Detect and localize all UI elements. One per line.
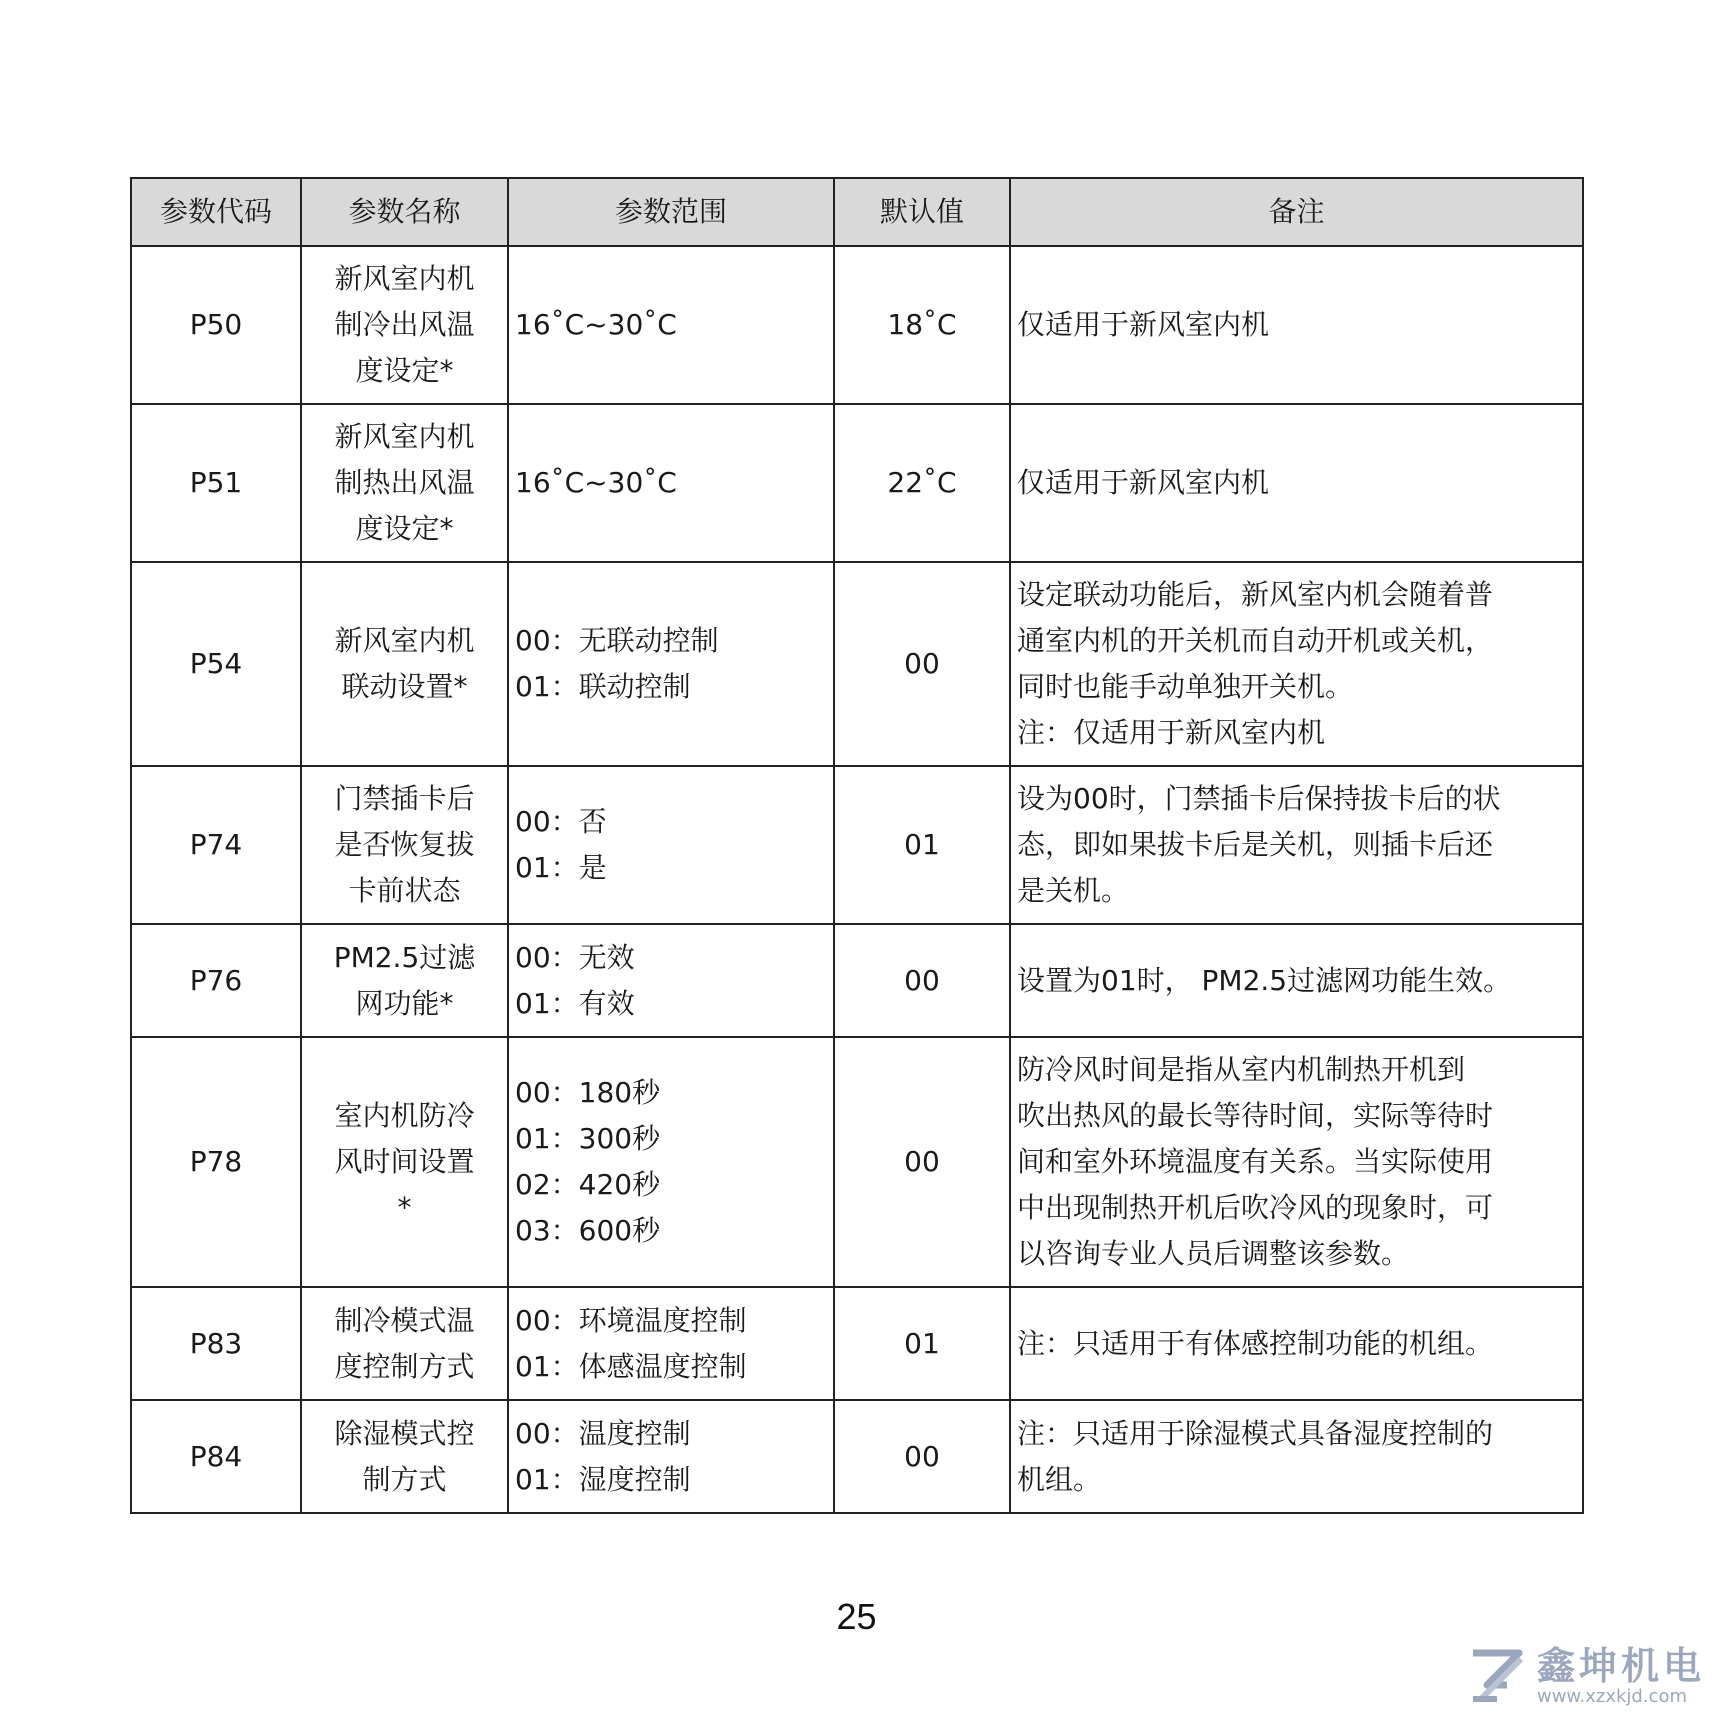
param-note-line: 设为00时，门禁插卡后保持拔卡后的状 xyxy=(1017,782,1501,815)
param-name-line: 制冷模式温 xyxy=(334,1303,475,1337)
param-range xyxy=(508,404,834,562)
param-note-line: 设定联动功能后，新风室内机会随着普 xyxy=(1017,578,1494,611)
watermark xyxy=(1467,1645,1705,1707)
table-row xyxy=(131,1037,1583,1287)
param-name xyxy=(301,246,508,404)
param-range xyxy=(508,1287,834,1400)
table-row xyxy=(131,924,1583,1037)
param-range-line: 00：无联动控制 xyxy=(515,624,719,657)
param-range-line: 00：180秒 xyxy=(515,1076,661,1109)
table-row xyxy=(131,404,1583,562)
param-code: P78 xyxy=(131,1037,301,1287)
param-range xyxy=(508,562,834,766)
zx-logo-icon xyxy=(1467,1645,1529,1707)
param-note-line: 注：只适用于除湿模式具备湿度控制的 xyxy=(1017,1416,1494,1450)
param-range-line: 01：有效 xyxy=(515,986,635,1020)
param-range-line: 16˚C~30˚C xyxy=(515,466,677,499)
param-name-line: 是否恢复拔 xyxy=(334,828,475,861)
param-code: P50 xyxy=(131,246,301,404)
param-name xyxy=(301,1400,508,1513)
param-range-line: 02：420秒 xyxy=(515,1168,661,1201)
param-range xyxy=(508,246,834,404)
param-code: P51 xyxy=(131,404,301,562)
param-code: P83 xyxy=(131,1287,301,1400)
param-range-line: 00：温度控制 xyxy=(515,1416,691,1450)
watermark-text xyxy=(1537,1645,1705,1707)
param-note-line: 仅适用于新风室内机 xyxy=(1017,466,1270,499)
param-default: 00 xyxy=(834,1037,1010,1287)
param-note xyxy=(1010,1037,1583,1287)
param-name-line: PM2.5过滤 xyxy=(333,940,476,974)
param-name-line: 联动设置* xyxy=(341,670,468,703)
param-default: 01 xyxy=(834,766,1010,924)
param-name-line: 制冷出风温 xyxy=(334,308,475,341)
param-name-line: 制方式 xyxy=(362,1462,447,1496)
param-name xyxy=(301,1287,508,1400)
param-name-line: 风时间设置 xyxy=(334,1145,475,1178)
param-name-line: 网功能* xyxy=(355,986,454,1020)
param-default: 22˚C xyxy=(834,404,1010,562)
param-code: P84 xyxy=(131,1400,301,1513)
table-row xyxy=(131,562,1583,766)
param-note xyxy=(1010,924,1583,1037)
param-range-line: 01：体感温度控制 xyxy=(515,1349,747,1383)
param-range-line: 01：联动控制 xyxy=(515,670,691,703)
param-note-line: 机组。 xyxy=(1017,1462,1102,1496)
table-row xyxy=(131,1287,1583,1400)
parameter-table xyxy=(130,177,1584,1514)
param-range-line: 01：是 xyxy=(515,851,607,884)
param-name-line: 度控制方式 xyxy=(334,1349,475,1383)
param-name xyxy=(301,404,508,562)
table-header-row xyxy=(131,178,1583,246)
param-range xyxy=(508,1400,834,1513)
param-code: P74 xyxy=(131,766,301,924)
param-note-line: 注：只适用于有体感控制功能的机组。 xyxy=(1017,1326,1494,1360)
header-default: 默认值 xyxy=(834,178,1010,246)
param-name-line: 新风室内机 xyxy=(334,624,475,657)
param-default: 01 xyxy=(834,1287,1010,1400)
param-range-line: 16˚C~30˚C xyxy=(515,308,677,341)
param-name xyxy=(301,562,508,766)
param-range xyxy=(508,1037,834,1287)
param-note-line: 吹出热风的最长等待时间，实际等待时 xyxy=(1017,1099,1494,1132)
header-note: 备注 xyxy=(1010,178,1583,246)
param-default: 00 xyxy=(834,562,1010,766)
param-name-line: 卡前状态 xyxy=(348,874,461,907)
param-name xyxy=(301,1037,508,1287)
page-number: 25 xyxy=(836,1596,877,1637)
param-name-line: 除湿模式控 xyxy=(334,1416,475,1450)
param-range-line: 01：300秒 xyxy=(515,1122,661,1155)
param-code: P54 xyxy=(131,562,301,766)
param-note xyxy=(1010,766,1583,924)
param-note-line: 仅适用于新风室内机 xyxy=(1017,308,1270,341)
param-note-line: 是关机。 xyxy=(1017,874,1130,907)
param-range xyxy=(508,766,834,924)
header-range: 参数范围 xyxy=(508,178,834,246)
watermark-name: 鑫坤机电 xyxy=(1536,1644,1705,1688)
param-range xyxy=(508,924,834,1037)
param-note-line: 注：仅适用于新风室内机 xyxy=(1017,716,1326,749)
param-note-line: 同时也能手动单独开关机。 xyxy=(1017,670,1354,703)
param-range-line: 03：600秒 xyxy=(515,1214,661,1247)
param-name-line: 新风室内机 xyxy=(334,262,475,295)
param-note xyxy=(1010,246,1583,404)
param-default: 18˚C xyxy=(834,246,1010,404)
param-name-line: 度设定* xyxy=(355,512,454,545)
param-note-line: 间和室外环境温度有关系。当实际使用 xyxy=(1017,1145,1494,1178)
param-note-line: 通室内机的开关机而自动开机或关机， xyxy=(1017,624,1494,657)
param-default: 00 xyxy=(834,924,1010,1037)
header-code: 参数代码 xyxy=(131,178,301,246)
param-range-line: 00：环境温度控制 xyxy=(515,1303,747,1337)
header-name: 参数名称 xyxy=(301,178,508,246)
table-row xyxy=(131,246,1583,404)
param-note xyxy=(1010,562,1583,766)
param-note xyxy=(1010,1287,1583,1400)
param-note xyxy=(1010,404,1583,562)
param-range-line: 00：否 xyxy=(515,805,607,838)
param-name-line: 新风室内机 xyxy=(334,420,475,453)
param-name-line: 室内机防冷 xyxy=(334,1099,475,1132)
param-name-line: * xyxy=(397,1191,412,1224)
param-note-line: 中出现制热开机后吹冷风的现象时，可 xyxy=(1017,1191,1494,1224)
param-note-line: 态，即如果拔卡后是关机，则插卡后还 xyxy=(1017,828,1494,861)
param-name xyxy=(301,766,508,924)
param-code: P76 xyxy=(131,924,301,1037)
param-range-line: 01：湿度控制 xyxy=(515,1462,691,1496)
param-range-line: 00：无效 xyxy=(515,940,635,974)
param-note-line: 设置为01时， PM2.5过滤网功能生效。 xyxy=(1017,963,1512,997)
table-row xyxy=(131,1400,1583,1513)
table-row xyxy=(131,766,1583,924)
watermark-url: www.xzxkjd.com xyxy=(1536,1686,1687,1707)
param-note-line: 防冷风时间是指从室内机制热开机到 xyxy=(1017,1053,1466,1086)
param-note-line: 以咨询专业人员后调整该参数。 xyxy=(1017,1237,1410,1270)
param-default: 00 xyxy=(834,1400,1010,1513)
param-name xyxy=(301,924,508,1037)
param-note xyxy=(1010,1400,1583,1513)
param-name-line: 度设定* xyxy=(355,354,454,387)
param-name-line: 门禁插卡后 xyxy=(334,782,475,815)
param-name-line: 制热出风温 xyxy=(334,466,475,499)
